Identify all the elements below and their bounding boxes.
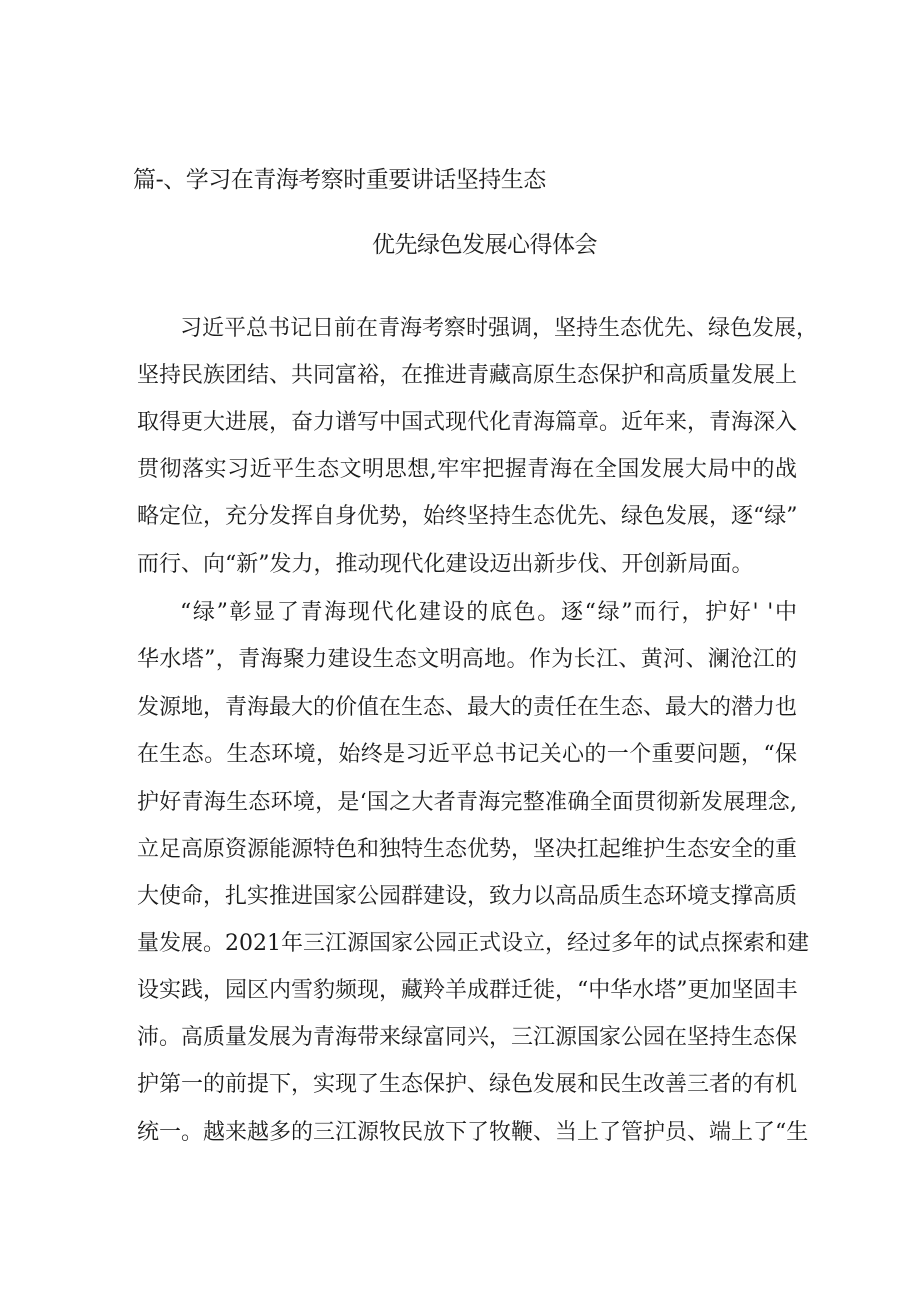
paragraph-2-line: 统一。越来越多的三江源牧民放下了牧鞭、当上了管护员、端上了“生 [137, 1120, 809, 1145]
paragraph-2-line: 在生态。生态环境，始终是习近平总书记关心的一个重要问题，“保 [137, 742, 797, 767]
paragraph-2-line: 量发展。2021年三江源国家公园正式设立，经过多年的试点探索和建 [137, 931, 809, 956]
paragraph-2-line: 发源地，青海最大的价值在生态、最大的责任在生态、最大的潜力也 [137, 695, 798, 720]
paragraph-2-line: 华水塔”，青海聚力建设生态文明高地。作为长江、黄河、澜沧江的 [137, 647, 797, 672]
document-title-line-1: 篇-、学习在青海考察时重要讲话坚持生态 [133, 167, 546, 193]
paragraph-2-line: 设实践，园区内雪豹频现，藏羚羊成群迁徙，“中华水塔”更加坚固丰 [137, 978, 798, 1003]
paragraph-1-line: 取得更大进展，奋力谱写中国式现代化青海篇章。近年来，青海深入 [137, 410, 798, 435]
paragraph-1-line: 贯彻落实习近平生态文明思想,牢牢把握青海在全国发展大局中的战 [137, 457, 797, 482]
paragraph-1-line: 而行、向“新”发力，推动现代化建设迈出新步伐、开创新局面。 [137, 552, 754, 577]
paragraph-2-line: 护第一的前提下，实现了生态保护、绿色发展和民生改善三者的有机 [137, 1072, 798, 1097]
paragraph-1-line: 坚持民族团结、共同富裕，在推进青藏高原生态保护和高质量发展上 [137, 363, 798, 388]
paragraph-1-line: 略定位，充分发挥自身优势，始终坚持生态优先、绿色发展，逐“绿” [137, 504, 798, 529]
paragraph-1-line: 习近平总书记日前在青海考察时强调，坚持生态优先、绿色发展， [180, 316, 819, 341]
paragraph-2-line: 沛。高质量发展为青海带来绿富同兴，三江源国家公园在坚持生态保 [137, 1025, 798, 1050]
paragraph-2-line: “绿”彰显了青海现代化建设的底色。逐“绿”而行，护好' '中 [180, 600, 797, 625]
paragraph-2-line: 立足高原资源能源特色和独特生态优势，坚决扛起维护生态安全的重 [137, 837, 798, 862]
paragraph-2-line: 大使命，扎实推进国家公园群建设，致力以高品质生态环境支撑高质 [137, 884, 798, 909]
document-title-line-2: 优先绿色发展心得体会 [372, 232, 597, 258]
paragraph-2-line: 护好青海生态环境，是‘国之大者青海完整准确全面贯彻新发展理念, [137, 790, 797, 815]
